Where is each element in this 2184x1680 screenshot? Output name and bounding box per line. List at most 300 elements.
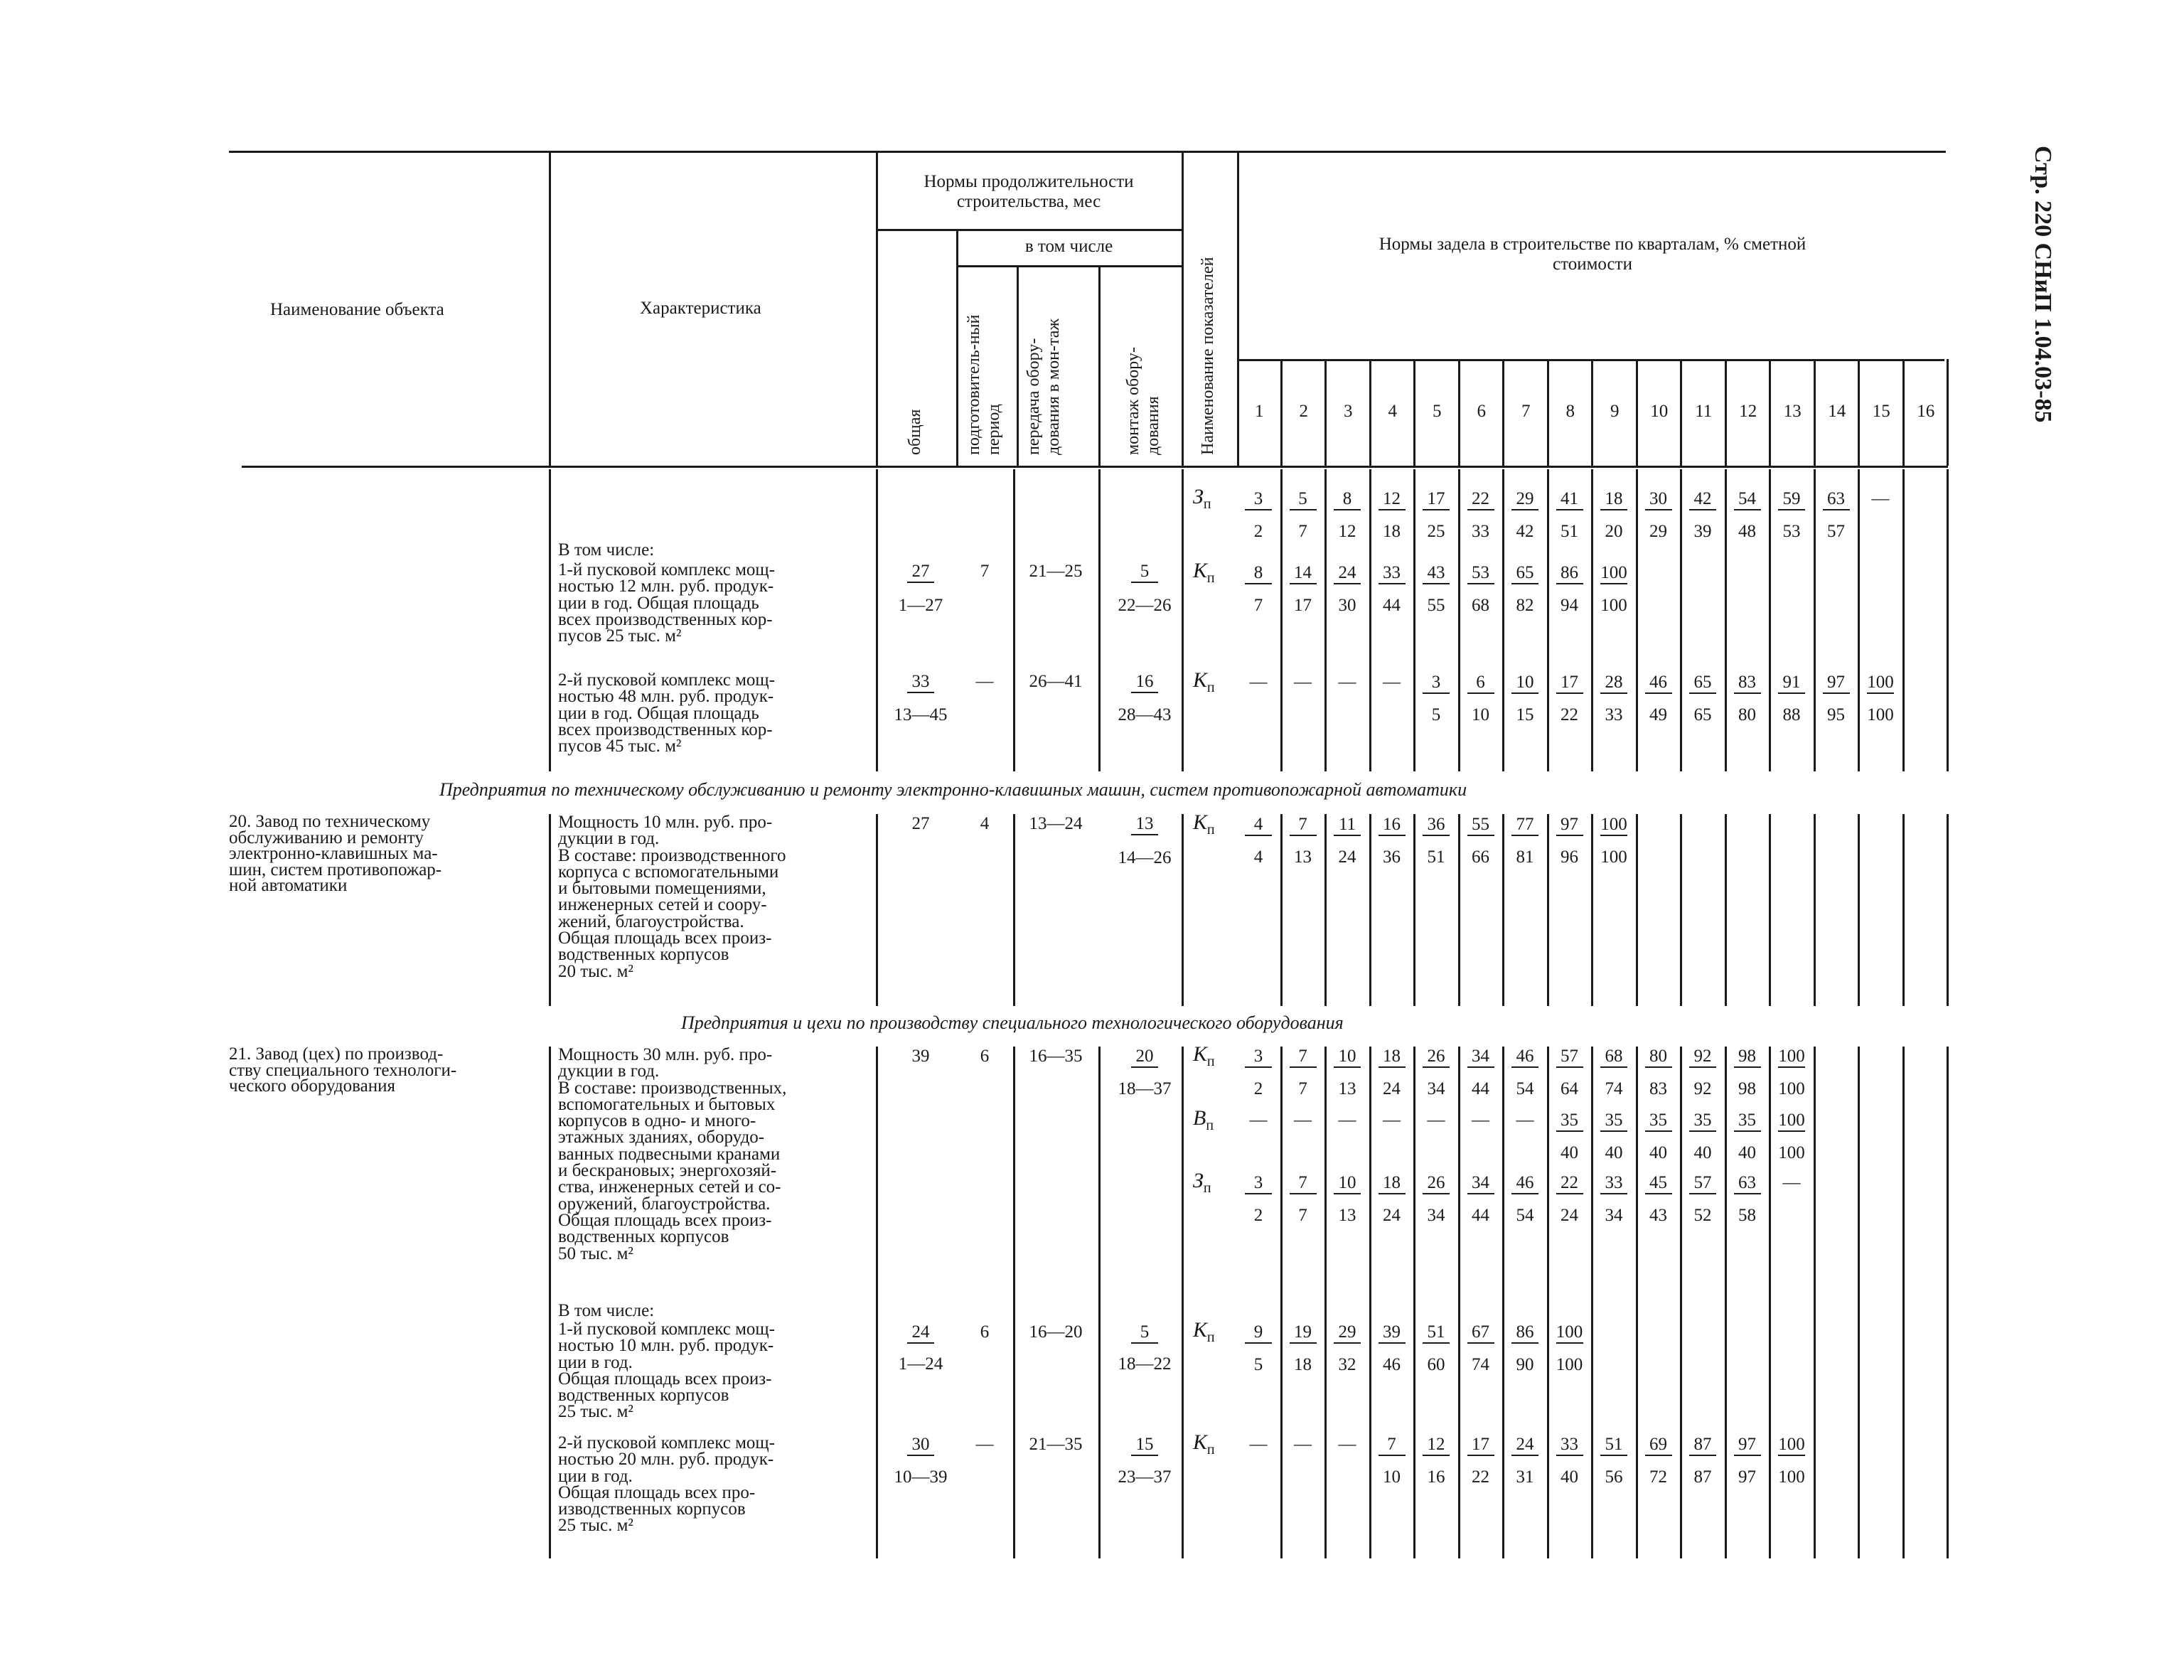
text-line: обслуживанию и ремонту xyxy=(229,828,424,847)
o20-k-q7-top: 77 xyxy=(1504,815,1546,836)
b1-k2-q8-top: 17 xyxy=(1548,673,1591,694)
o21-v-indicator: $В_п$ xyxy=(1193,1106,1214,1133)
o21c2-mount-top: 15 xyxy=(1106,1435,1184,1456)
b1-z-q10-top: 30 xyxy=(1637,489,1680,510)
quarter-header-2: 2 xyxy=(1299,402,1308,421)
text-line: ции в год. Общая площадь xyxy=(558,593,759,613)
o21c1-k-q2-bot: 18 xyxy=(1294,1355,1312,1374)
b1-z-q5-bot: 25 xyxy=(1427,522,1445,541)
b1-k1-q6-bot: 68 xyxy=(1472,596,1489,615)
header-divider xyxy=(1017,267,1019,466)
o21-k-q3-bot: 13 xyxy=(1338,1079,1356,1098)
b1-z-q8-top: 41 xyxy=(1548,489,1591,510)
b1-k2-q6-top: 6 xyxy=(1460,673,1502,694)
o21c2-total-top: 30 xyxy=(882,1435,960,1456)
b1-k2-q14-bot: 95 xyxy=(1827,705,1845,724)
o20-k-q2-bot: 13 xyxy=(1294,847,1312,867)
o21-v-q12-top: 35 xyxy=(1726,1111,1769,1132)
o21-z-q11-bot: 52 xyxy=(1693,1206,1712,1225)
body-divider xyxy=(1098,469,1101,771)
body-divider xyxy=(876,1047,878,1558)
text-line: водственных корпусов xyxy=(558,945,729,965)
o21c2-k-q2-top: — xyxy=(1294,1435,1312,1454)
b1-k1-q2-top: 14 xyxy=(1282,563,1324,584)
o21c1-k-q6-bot: 74 xyxy=(1472,1355,1489,1374)
o21-mount-top: 20 xyxy=(1106,1047,1184,1068)
b1-z-q1-bot: 2 xyxy=(1253,522,1263,541)
text-line: шин, систем противопожар- xyxy=(229,860,442,879)
quarter-column-line xyxy=(1858,814,1860,1006)
block1-complex1-desc xyxy=(558,562,864,644)
o21c1-k-q3-top: 29 xyxy=(1326,1322,1369,1344)
quarter-column-line xyxy=(1902,359,1905,466)
b1-k2-q15-bot: 100 xyxy=(1867,705,1894,724)
text-line: 20. Завод по техническому xyxy=(229,812,431,831)
quarter-column-line xyxy=(1814,469,1816,771)
b1-k1-q9-bot: 100 xyxy=(1600,596,1627,615)
o20-k-q8-bot: 96 xyxy=(1561,847,1578,867)
quarter-column-line xyxy=(1280,814,1283,1006)
b1-k2-q14-top: 97 xyxy=(1815,673,1858,694)
text-line: В составе: производственных, xyxy=(558,1078,787,1098)
obj21-complex2-desc xyxy=(558,1435,864,1534)
b1-k1-q8-top: 86 xyxy=(1548,563,1591,584)
text-line: 1-й пусковой комплекс мощ- xyxy=(558,560,776,579)
text-line: жений, благоустройства. xyxy=(558,911,744,931)
quarter-column-line xyxy=(1725,469,1727,771)
b1-z-indicator: $З_п$ xyxy=(1193,485,1211,512)
quarter-header-15: 15 xyxy=(1872,402,1890,421)
text-line: корпуса с вспомогательными xyxy=(558,862,779,882)
header-incl: в том числе xyxy=(1024,237,1113,256)
body-divider xyxy=(1013,1047,1015,1558)
body-divider xyxy=(1182,814,1184,1006)
o21-z-q4-bot: 24 xyxy=(1383,1206,1401,1225)
quarter-column-line xyxy=(1769,359,1771,466)
b1-k1-q1-bot: 7 xyxy=(1253,596,1263,615)
o21-v-q13-bot: 100 xyxy=(1778,1143,1805,1162)
o21-total: 39 xyxy=(911,1047,930,1066)
text-line: всех производственных кор- xyxy=(558,609,773,629)
o21-k-q5-bot: 34 xyxy=(1427,1079,1445,1098)
o20-k-q8-top: 97 xyxy=(1548,815,1591,836)
text-line: ностью 48 млн. руб. продук- xyxy=(558,687,774,707)
o21-transfer: 16—35 xyxy=(1029,1047,1083,1066)
o21-k-q5-top: 26 xyxy=(1415,1047,1457,1068)
o21-v-q1-top: — xyxy=(1249,1111,1268,1130)
text-line: 21. Завод (цех) по производ- xyxy=(229,1044,444,1064)
text-line: 2-й пусковой комплекс мощ- xyxy=(558,1433,776,1452)
o21c1-transfer: 16—20 xyxy=(1029,1322,1083,1342)
o21-z-indicator: $З_п$ xyxy=(1193,1169,1211,1196)
text-line: изводственных корпусов xyxy=(558,1499,746,1519)
quarter-header-11: 11 xyxy=(1695,402,1713,421)
b1-z-q12-top: 54 xyxy=(1726,489,1769,510)
text-line: ции в год. Общая площадь xyxy=(558,703,759,723)
o21c2-k-q11-top: 87 xyxy=(1681,1435,1724,1456)
quarter-column-line xyxy=(1458,814,1460,1006)
o21-k-indicator: $К_п$ xyxy=(1193,1042,1215,1069)
o21-k-q12-bot: 98 xyxy=(1738,1079,1756,1098)
o21-k-q1-top: 3 xyxy=(1237,1047,1280,1068)
text-line: 20 тыс. м² xyxy=(558,961,633,981)
quarter-column-line xyxy=(1902,1047,1905,1558)
body-divider xyxy=(549,1047,551,1558)
b1-z-q7-bot: 42 xyxy=(1516,522,1534,541)
quarter-column-line xyxy=(1858,359,1860,466)
o21-k-q13-top: 100 xyxy=(1770,1047,1813,1068)
o21c2-k-q10-top: 69 xyxy=(1637,1435,1680,1456)
text-line: оружений, благоустройства. xyxy=(558,1194,771,1214)
obj21-complex1-desc xyxy=(558,1321,864,1420)
text-line: дукции в год. xyxy=(558,829,660,849)
o21c1-k-q5-top: 51 xyxy=(1415,1322,1457,1344)
b1c2-prep: — xyxy=(975,672,994,691)
o21-z-q10-top: 45 xyxy=(1637,1173,1680,1194)
b1-k2-q5-top: 3 xyxy=(1415,673,1457,694)
b1-z-q7-top: 29 xyxy=(1504,489,1546,510)
body-divider xyxy=(1013,814,1015,1006)
quarter-header-14: 14 xyxy=(1828,402,1846,421)
o21c2-k-q5-top: 12 xyxy=(1415,1435,1457,1456)
o21-k-q7-bot: 54 xyxy=(1516,1079,1534,1098)
quarter-column-line xyxy=(1369,814,1371,1006)
o20-k-q5-top: 36 xyxy=(1415,815,1457,836)
o21-v-q9-top: 35 xyxy=(1592,1111,1635,1132)
o21-z-q3-top: 10 xyxy=(1326,1173,1369,1194)
o21c1-total-bot: 1—24 xyxy=(898,1354,943,1374)
header-total: общая xyxy=(906,409,924,455)
o21-z-q9-top: 33 xyxy=(1592,1173,1635,1194)
o21c2-k-q12-top: 97 xyxy=(1726,1435,1769,1456)
o21-k-q7-top: 46 xyxy=(1504,1047,1546,1068)
text-line: корпусов в одно- и много- xyxy=(558,1111,756,1131)
text-line: ванных подвесными кранами xyxy=(558,1144,781,1164)
b1c1-prep: 7 xyxy=(980,562,990,581)
quarter-column-line xyxy=(1858,469,1860,771)
o21-k-q11-bot: 92 xyxy=(1693,1079,1712,1098)
o20-mount-bot: 14—26 xyxy=(1118,848,1172,867)
text-line: дукции в год. xyxy=(558,1061,660,1081)
quarter-column-line xyxy=(1636,814,1638,1006)
header-divider xyxy=(1098,267,1101,466)
b1-k2-q11-top: 65 xyxy=(1681,673,1724,694)
b1-z-q4-bot: 18 xyxy=(1383,522,1401,541)
o20-k-q6-top: 55 xyxy=(1460,815,1502,836)
b1-k1-q9-top: 100 xyxy=(1592,563,1635,584)
quarter-column-line xyxy=(1324,814,1327,1006)
quarter-header-16: 16 xyxy=(1917,402,1935,421)
o21c1-k-q7-bot: 90 xyxy=(1516,1355,1534,1374)
header-prep: подготовитель-ный период xyxy=(965,314,1003,455)
text-line: ностью 20 млн. руб. продук- xyxy=(558,1450,774,1470)
o21-z-q2-top: 7 xyxy=(1282,1173,1324,1194)
b1-k2-q7-bot: 15 xyxy=(1516,705,1534,724)
object-21-name xyxy=(229,1044,536,1096)
quarter-column-line xyxy=(1547,814,1549,1006)
o21-z-q6-bot: 44 xyxy=(1472,1206,1489,1225)
quarter-column-line xyxy=(1725,359,1727,466)
o20-total: 27 xyxy=(911,814,930,833)
b1-z-q10-bot: 29 xyxy=(1649,522,1667,541)
quarter-column-line xyxy=(1413,814,1415,1006)
header-zadel: Нормы задела в строительстве по кварталам, % сметной стоимости xyxy=(1379,235,1806,274)
quarter-column-line xyxy=(1324,359,1327,466)
o21-k-q9-bot: 74 xyxy=(1605,1079,1623,1098)
o21-v-q10-top: 35 xyxy=(1637,1111,1680,1132)
b1-z-q9-top: 18 xyxy=(1592,489,1635,510)
o21c2-transfer: 21—35 xyxy=(1029,1435,1083,1454)
o21c2-k-q3-top: — xyxy=(1338,1435,1356,1454)
b1c2-total-bot: 13—45 xyxy=(894,705,948,724)
quarter-column-line xyxy=(1413,359,1415,466)
text-line: ции в год. xyxy=(558,1352,633,1372)
b1c2-total-top: 33 xyxy=(882,672,960,693)
o21c2-k-q6-top: 17 xyxy=(1460,1435,1502,1456)
text-line: ностью 10 млн. руб. продук- xyxy=(558,1336,774,1356)
o21c1-k-q4-top: 39 xyxy=(1371,1322,1413,1344)
b1-k2-q8-bot: 22 xyxy=(1561,705,1578,724)
b1-k2-q5-bot: 5 xyxy=(1431,705,1441,724)
o21-k-q11-top: 92 xyxy=(1681,1047,1724,1068)
quarter-header-10: 10 xyxy=(1650,402,1669,421)
o20-k-q2-top: 7 xyxy=(1282,815,1324,836)
o21c1-k-q1-top: 9 xyxy=(1237,1322,1280,1344)
o21c1-k-q4-bot: 46 xyxy=(1383,1355,1401,1374)
b1-k2-q1-top: — xyxy=(1249,673,1268,692)
quarter-column-line xyxy=(1502,469,1504,771)
section-heading-2: Предприятия и цехи по производству специального технологического оборудования xyxy=(681,1012,1344,1033)
o21c1-mount-top: 5 xyxy=(1106,1322,1184,1344)
o21-k-q13-bot: 100 xyxy=(1778,1079,1805,1098)
o20-k-q3-bot: 24 xyxy=(1338,847,1356,867)
o21-z-q5-top: 26 xyxy=(1415,1173,1457,1194)
quarter-column-line xyxy=(1680,469,1682,771)
o21c2-total-bot: 10—39 xyxy=(894,1467,948,1487)
b1-k1-q1-top: 8 xyxy=(1237,563,1280,584)
b1-k2-q9-bot: 33 xyxy=(1605,705,1623,724)
o21-z-q1-bot: 2 xyxy=(1253,1206,1263,1225)
o21-v-q4-top: — xyxy=(1383,1111,1401,1130)
text-line: инженерных сетей и соору- xyxy=(558,895,767,915)
quarter-column-line xyxy=(1947,1047,1949,1558)
b1-k1-q2-bot: 17 xyxy=(1294,596,1312,615)
body-divider xyxy=(549,469,551,771)
quarter-column-line xyxy=(1769,814,1771,1006)
o21-v-q2-top: — xyxy=(1294,1111,1312,1130)
o21-z-q7-bot: 54 xyxy=(1516,1206,1534,1225)
b1-k2-q7-top: 10 xyxy=(1504,673,1546,694)
text-line: и бытовыми помещениями, xyxy=(558,879,766,899)
b1-z-q11-top: 42 xyxy=(1681,489,1724,510)
top-rule xyxy=(229,151,1946,153)
text-line: электронно-клавишных ма- xyxy=(229,844,438,863)
quarter-column-line xyxy=(1858,1047,1860,1558)
text-line: пусов 45 тыс. м² xyxy=(558,737,682,756)
o21-z-q2-bot: 7 xyxy=(1298,1206,1307,1225)
b1c2-mount-bot: 28—43 xyxy=(1118,705,1172,724)
o21-z-q4-top: 18 xyxy=(1371,1173,1413,1194)
o21-z-q6-top: 34 xyxy=(1460,1173,1502,1194)
o21c1-prep: 6 xyxy=(980,1322,990,1342)
text-line: 2-й пусковой комплекс мощ- xyxy=(558,670,776,690)
b1c1-mount-top: 5 xyxy=(1106,562,1184,583)
quarter-column-line xyxy=(1591,814,1593,1006)
text-line: 25 тыс. м² xyxy=(558,1402,633,1422)
o21-mount-bot: 18—37 xyxy=(1118,1079,1172,1098)
text-line: Общая площадь всех произ- xyxy=(558,929,772,948)
o21c2-k-q7-top: 24 xyxy=(1504,1435,1546,1456)
header-name: Наименование объекта xyxy=(270,300,444,319)
quarter-column-line xyxy=(1769,469,1771,771)
o21-z-q7-top: 46 xyxy=(1504,1173,1546,1194)
text-line: ностью 12 млн. руб. продук- xyxy=(558,577,774,596)
b1-k1-q8-bot: 94 xyxy=(1561,596,1578,615)
quarter-column-line xyxy=(1547,359,1549,466)
text-line: вспомогательных и бытовых xyxy=(558,1094,776,1114)
b1-z-q8-bot: 51 xyxy=(1561,522,1578,541)
o21-k-q10-bot: 83 xyxy=(1649,1079,1667,1098)
block1-incl: В том числе: xyxy=(558,540,655,560)
quarter-column-line xyxy=(1902,814,1905,1006)
o21c1-k-indicator: $К_п$ xyxy=(1193,1318,1215,1345)
header-divider xyxy=(549,153,551,466)
header-subrule xyxy=(956,265,1182,267)
b1-k2-q13-top: 91 xyxy=(1770,673,1813,694)
b1-z-q6-top: 22 xyxy=(1460,489,1502,510)
o21c2-k-q13-bot: 100 xyxy=(1778,1467,1805,1487)
b1c1-total-bot: 1—27 xyxy=(898,596,943,615)
block1-complex2-desc xyxy=(558,672,864,754)
b1-k1-indicator: $К_п$ xyxy=(1193,559,1215,586)
o21c2-prep: — xyxy=(975,1435,994,1454)
b1-k2-q12-bot: 80 xyxy=(1738,705,1756,724)
quarter-column-line xyxy=(1814,1047,1816,1558)
o21c2-k-indicator: $К_п$ xyxy=(1193,1430,1215,1457)
b1-k2-q6-bot: 10 xyxy=(1472,705,1489,724)
quarter-header-3: 3 xyxy=(1344,402,1353,421)
o21-v-q9-bot: 40 xyxy=(1605,1143,1623,1162)
header-rule xyxy=(242,466,1948,468)
object-20-desc xyxy=(558,814,864,980)
quarter-header-5: 5 xyxy=(1433,402,1442,421)
body-divider xyxy=(1098,1047,1101,1558)
o21-k-q8-bot: 64 xyxy=(1561,1079,1578,1098)
quarter-column-line xyxy=(1947,469,1949,771)
text-line: Общая площадь всех про- xyxy=(558,1482,756,1502)
o21c1-k-q6-top: 67 xyxy=(1460,1322,1502,1344)
o21c1-mount-bot: 18—22 xyxy=(1118,1354,1172,1374)
body-divider xyxy=(1013,469,1015,771)
header-indicator: Наименование показателей xyxy=(1199,257,1217,455)
quarter-column-line xyxy=(1680,359,1682,466)
b1-k2-q13-bot: 88 xyxy=(1782,705,1801,724)
text-line: Общая площадь всех произ- xyxy=(558,1369,772,1389)
o21c1-total-top: 24 xyxy=(882,1322,960,1344)
quarter-header-12: 12 xyxy=(1739,402,1757,421)
b1c1-total-top: 27 xyxy=(882,562,960,583)
b1c1-mount-bot: 22—26 xyxy=(1118,596,1172,615)
quarter-column-line xyxy=(1280,469,1283,771)
o21c2-k-q10-bot: 72 xyxy=(1649,1467,1667,1487)
b1-z-q5-top: 17 xyxy=(1415,489,1457,510)
header-norms: Нормы продолжительности строительства, мес xyxy=(924,172,1134,211)
o21c1-k-q3-bot: 32 xyxy=(1338,1355,1356,1374)
o21c2-k-q4-bot: 10 xyxy=(1383,1467,1401,1487)
text-line: пусов 25 тыс. м² xyxy=(558,626,682,646)
body-divider xyxy=(876,469,878,771)
body-divider xyxy=(1182,469,1184,771)
o21-v-q5-top: — xyxy=(1427,1111,1445,1130)
b1-k1-q5-bot: 55 xyxy=(1427,596,1445,615)
o21-v-q12-bot: 40 xyxy=(1738,1143,1756,1162)
o21-z-q8-bot: 24 xyxy=(1561,1206,1578,1225)
o21c2-k-q6-bot: 22 xyxy=(1472,1467,1489,1487)
quarter-column-line xyxy=(1591,469,1593,771)
o21c1-k-q8-bot: 100 xyxy=(1556,1355,1583,1374)
b1-k2-q3-top: — xyxy=(1338,673,1356,692)
quarter-column-line xyxy=(1636,359,1638,466)
header-mount: монтаж обору-дования xyxy=(1124,347,1162,455)
b1-k2-q4-top: — xyxy=(1383,673,1401,692)
o21-v-q10-bot: 40 xyxy=(1649,1143,1667,1162)
b1-k2-q12-top: 83 xyxy=(1726,673,1769,694)
o20-k-q5-bot: 51 xyxy=(1427,847,1445,867)
quarter-column-line xyxy=(1725,814,1727,1006)
quarter-column-line xyxy=(1814,359,1816,466)
o20-k-q1-top: 4 xyxy=(1237,815,1280,836)
b1-z-q2-top: 5 xyxy=(1282,489,1324,510)
b1-k1-q6-top: 53 xyxy=(1460,563,1502,584)
o20-k-q6-bot: 66 xyxy=(1472,847,1489,867)
text-line: Мощность 10 млн. руб. про- xyxy=(558,813,773,832)
o20-k-q3-top: 11 xyxy=(1326,815,1369,836)
text-line: и бескрановых; энергохозяй- xyxy=(558,1161,777,1181)
b1-k2-q10-bot: 49 xyxy=(1649,705,1667,724)
o21-z-q9-bot: 34 xyxy=(1605,1206,1623,1225)
quarter-column-line xyxy=(1502,359,1504,466)
o21-k-q2-bot: 7 xyxy=(1298,1079,1307,1098)
text-line: всех производственных кор- xyxy=(558,719,773,739)
b1-k1-q4-bot: 44 xyxy=(1383,596,1401,615)
o21-v-q11-top: 35 xyxy=(1681,1111,1724,1132)
o20-k-q9-top: 100 xyxy=(1592,815,1635,836)
b1-z-q11-bot: 39 xyxy=(1693,522,1712,541)
o21c2-k-q13-top: 100 xyxy=(1770,1435,1813,1456)
b1c1-transfer: 21—25 xyxy=(1029,562,1083,581)
o21-v-q3-top: — xyxy=(1338,1111,1356,1130)
o21c1-k-q5-bot: 60 xyxy=(1427,1355,1445,1374)
o21c1-k-q8-top: 100 xyxy=(1548,1322,1591,1344)
text-line: водственных корпусов xyxy=(558,1386,729,1406)
o21c1-k-q1-bot: 5 xyxy=(1253,1355,1263,1374)
text-line: этажных зданиях, оборудо- xyxy=(558,1128,765,1147)
text-line: В составе: производственного xyxy=(558,845,786,865)
o21c1-k-q2-top: 19 xyxy=(1282,1322,1324,1344)
quarter-header-9: 9 xyxy=(1610,402,1620,421)
o21c2-mount-bot: 23—37 xyxy=(1118,1467,1172,1487)
o20-k-q4-bot: 36 xyxy=(1383,847,1401,867)
b1c2-transfer: 26—41 xyxy=(1029,672,1083,691)
o21-k-q2-top: 7 xyxy=(1282,1047,1324,1068)
o21-z-q10-bot: 43 xyxy=(1649,1206,1667,1225)
text-line: Мощность 30 млн. руб. про- xyxy=(558,1045,773,1064)
o21-k-q1-bot: 2 xyxy=(1253,1079,1263,1098)
o20-k-q1-bot: 4 xyxy=(1253,847,1263,867)
b1-k2-indicator: $К_п$ xyxy=(1193,668,1215,695)
quarter-column-line xyxy=(1947,359,1949,466)
o20-mount-top: 13 xyxy=(1106,814,1184,835)
